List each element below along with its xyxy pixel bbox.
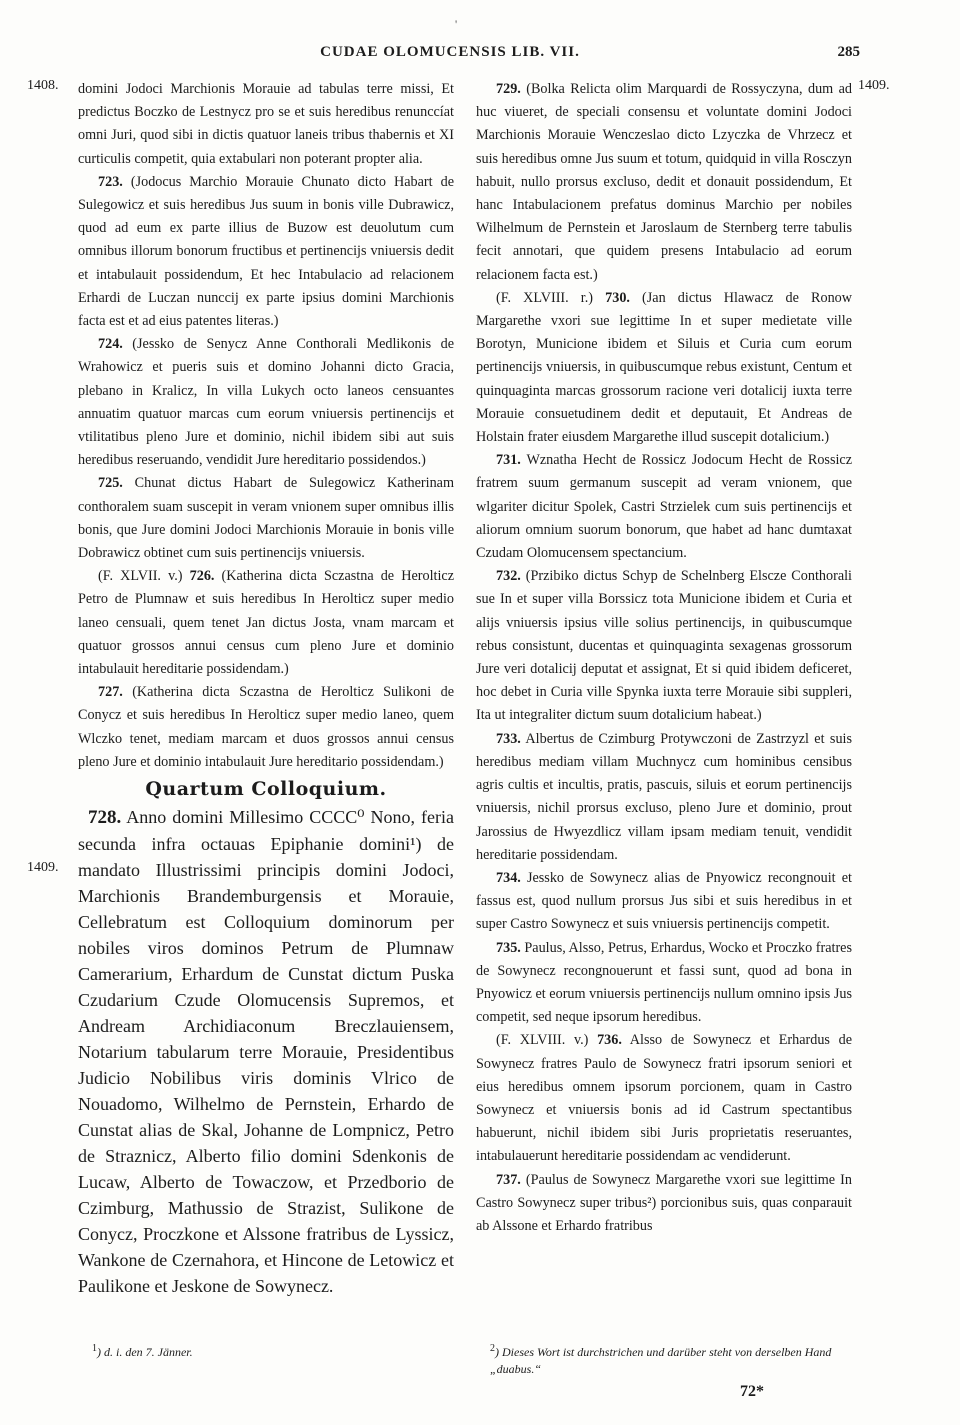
entry-text: Albertus de Czimburg Protywczoni de Zastrzyzl et suis heredibus mediam villam Muchnycz cum hominibus censibus agris cultis et incultis, pratis, pascuis, siluis et eorum pertinencijs vniuersis, nichil prorsus excluso, pleno Jure et dominio, prout Jarossius de Hwyezdlicz villam ipsam mediam tenuit, vendidit hereditarie possidendam. [476,730,852,863]
footnote-text: ) d. i. den 7. Jänner. [97,1345,193,1359]
entry-728 [78,804,454,1299]
entry-number: 733. [496,730,521,747]
margin-year-1409-right: 1409. [858,78,890,93]
running-title: CUDAE OLOMUCENSIS LIB. VII. [320,44,580,60]
entry-text: (Bolka Relicta olim Marquardi de Rossyczyna, dum ad huc viueret, de speciali consensu et voluntate domini Jodoci Marchionis Morauie Wenczeslao dicto Lzyczka de Vhrzecz et suis heredibus omne Jus suum et totum, quidquid in villa Rosczyn habuit, nullo prorsus excluso, dedit et donauit possidendum, Et hanc Intabulacionem prefatus dominus Marchio per nobiles Wilhelmum de Pernstein et Jaroslaum de Sternberg terre tabulis fecit annotari, que quidem presens Intabulacio ad eorum relacionem facta est.) [476,81,852,283]
entry-number: 725. [98,475,123,492]
entry-733 [476,728,852,867]
entry-number: 726. [189,568,215,585]
entry-text: (Jan dictus Hlawacz de Ronow Margarethe vxori sue legittime In et super medietate ville Borotyn, Municione ibidem et Siluis et Curia cum eorum pertinencijs vniuersis, in quibuscumque rebus existunt, Centum et quinquaginta marcas grossorum racione veri dotalicij iuxta terre Morauie consuetudinem dedit et deputauit, Et Andreas de Holstain frater eiusdem Margarethe illud suscepit dotalicium.) [476,289,852,446]
entry-text: Paulus, Alsso, Petrus, Erhardus, Wocko et Proczko fratres de Sowynecz recongnouerunt et fassi sunt, quod ad bona in Pnyowicz et eorum vniuersis pertinencijs nullum omnino ipsis Jus competit, sed neque ipsorum heredibus. [476,939,852,1026]
entry-723 [78,171,454,333]
corner-mark: ' [455,17,458,31]
footnote-1 [92,1340,432,1361]
entry-text: Jessko de Sowynecz alias de Pnyowicz recongnouit et fassus est, quod nullum prorsus Jus sibi et suis heredibus in et super Castro Sowynecz et suis vniuersis pertinencijs competit. [476,869,852,933]
entry-734 [476,867,852,937]
entry-text: Anno domini Millesimo CCCC⁰ Nono, feria secunda infra octauas Epiphanie domini¹) de mandato Illustrissimi principis domini Jodoci, Marchionis Brandemburgensis et Morauie, Cellebratum est Colloquium dominorum per nobiles viros dominos Petrum de Plumnaw Camerarium, Erhardum de Cunstat dictum Puska Czudarium Czude Olomucensis Supremos, et Andream Archidiaconum Breczlauiensem, Notarium tabularum terre Morauie, Presidentibus Judicio Nobilibus viris dominis Vlrico de Nouadomo, Wilhelmo de Pernstein, Erhardo de Cunstat alias de Skal, Johanne de Lompnicz, Petro de Straznicz, Alberto filio domini Sdenkonis de Lucaw, Alberto de Towaczow, et Przedborio de Czimburg, Mathussio de Strazist, Sulikone de Conycz, Proczkone et Alssone fratribus de Lyssicz, Wankone de Czernahora, et Hincone de Letowicz et Paulikone et Jeskone de Sowynecz. [78,807,454,1297]
entry-727 [78,681,454,774]
entry-number: 728. [88,807,122,829]
entry-number: 731. [496,452,521,469]
entry-text: (Katherina dicta Sczastna de Herolticz Sulikoni de Conycz et suis heredibus In Herolticz super medio laneo, quem Wlczko tenet, mediam marcam et duos grossos annui census pleno Jure et dominio intabulauit Jure hereditario possidendam.) [78,684,454,770]
entry-737 [476,1169,852,1239]
footnote-marker: 1 [92,1343,97,1354]
entry-number: 729. [496,81,521,97]
entry-number: 736. [597,1032,622,1049]
entry-text: (Przibiko dictus Schyp de Schelnberg Elscze Conthorali sue In et super villa Borssicz tota Municione ibidem et Curia et alijs vniuersis ipsius ville solius pertinencijs, in quibuscumque rebus consistunt, ducentas et quinquaginta sexagenas grossorum Jure veri dotalicij deputat et assignat, Et si quid ibidem deficeret, hoc debet in Curia ville Spynka iuxta terre Morauie sibi suppleri, Ita ut integraliter dictum suum dotalicium habeat.) [476,568,852,724]
entry-text: (Jessko de Senycz Anne Conthorali Medlikonis de Wrahowicz et pueris suis et domino Johanni dicto Gracia, plebano in Kralicz, In villa Lukych octo laneos censuantes annuatim quatuor marcas cum eorum vniuersis pertinencijs et vtilitatibus pleno Jure et dominio, nichil ibidem sibi aut suis heredibus reseruando, vendidit Jure hereditario possidendos.) [78,336,454,469]
page-number: 285 [837,44,860,60]
entry-text: Wznatha Hecht de Rossicz Jodocum Hecht de Rossicz fratrem suum germanum suscepit ad veram vnionem, que wlgariter dicitur Spolek, Castri Strzielek cum suis pertinencijs et aliorum omnium suorum bonorum, que habet ad hanc dumtaxat Czudam Olomucensem spectancium. [476,452,852,562]
folio-reference: (F. XLVIII. v.) [496,1032,598,1049]
entry-text: (Jodocus Marchio Morauie Chunato dicto Habart de Sulegowicz et suis heredibus Jus suum in bonis ville Dubrawicz, quod ad eum ex parte illius de Buzow est deuolutum cum omnibus illorum bonorum fructibus et pertinencijs vniuersis dedit et intabulauit possidendum, Et hec Intabulacio ad relacionem Erhardi de Luczan nunccij ex parte ipsius domini Marchionis facta est et ad eius patentes literas.) [78,173,454,330]
entry-text: Alsso de Sowynecz et Erhardus de Sowynecz fratres Paulo de Sowynecz fratri ipsorum seniori et eius heredibus omnem ipsorum porcionem, quam in Castro Sowynecz et vniuersis bonis ad id Castrum spectantibus habuerunt, nichil ibidem sibi Juris proprietatis reseruantes, intabulauerunt hereditarie possidendam ac vendiderunt. [476,1032,852,1165]
entry-730 [476,287,852,449]
entry-number: 723. [98,173,123,190]
entry-725 [78,472,454,565]
page-header [0,44,960,66]
entry-736 [476,1029,852,1168]
footnote-marker: 2 [490,1343,495,1354]
entry-number: 732. [496,568,521,585]
margin-year-1408: 1408. [27,78,59,93]
entry-number: 735. [496,939,521,956]
signature-mark: 72* [740,1383,764,1400]
entry-number: 737. [496,1171,521,1188]
footnote-text: ) Dieses Wort ist durchstrichen und darüber steht von derselben Hand „duabus.“ [490,1345,832,1376]
entry-continuation: domini Jodoci Marchionis Morauie ad tabulas terre missi, Et predictus Boczko de Lestnycz pro se et suis heredibus renunccíat omni Juri, quod sibi in dictis quatuor laneis tribus thabernis et XI curticulis competit, quia extabulari non poterant propter alia. [78,81,454,167]
section-heading: Quartum Colloquium. [145,778,387,801]
entry-text: (Katherina dicta Sczastna de Herolticz Petro de Plumnaw et suis heredibus In Herolticz super medio laneo censuali, quem tenet Jan dictus Josta, vnam marcam et quatuor grossos annui census cum pleno Jure et dominio intabulauit hereditarie possidendam.) [78,568,454,678]
entry-text: (Paulus de Sowynecz Margarethe vxori sue legittime In Castro Sowynecz super tribus²) porcionibus suis, quas conparauit ab Alssone et Erhardo fratribus [476,1171,852,1234]
entry-number: 724. [98,336,123,353]
entry-number: 734. [496,869,521,886]
entry-735 [476,937,852,1030]
folio-reference: (F. XLVII. v.) [98,568,190,585]
folio-reference: (F. XLVIII. r.) [496,289,606,306]
entry-number: 730. [605,289,630,306]
entry-724 [78,333,454,472]
right-column [476,78,852,1238]
footnote-2 [490,1340,852,1378]
entry-729 [476,78,852,287]
margin-year-1409-left: 1409. [27,860,59,875]
entry-text: Chunat dictus Habart de Sulegowicz Katherinam conthoralem suam suscepit in veram vnionem super omnibus illis bonis, que Jure domini Jodoci Marchionis Morauie in bonis ville Dobrawicz obtinet cum suis pertinencijs vniuersis. [78,475,454,562]
entry-731 [476,449,852,565]
entry-732 [476,565,852,727]
left-column [78,78,454,1299]
entry-726 [78,565,454,681]
entry-number: 727. [98,684,123,701]
